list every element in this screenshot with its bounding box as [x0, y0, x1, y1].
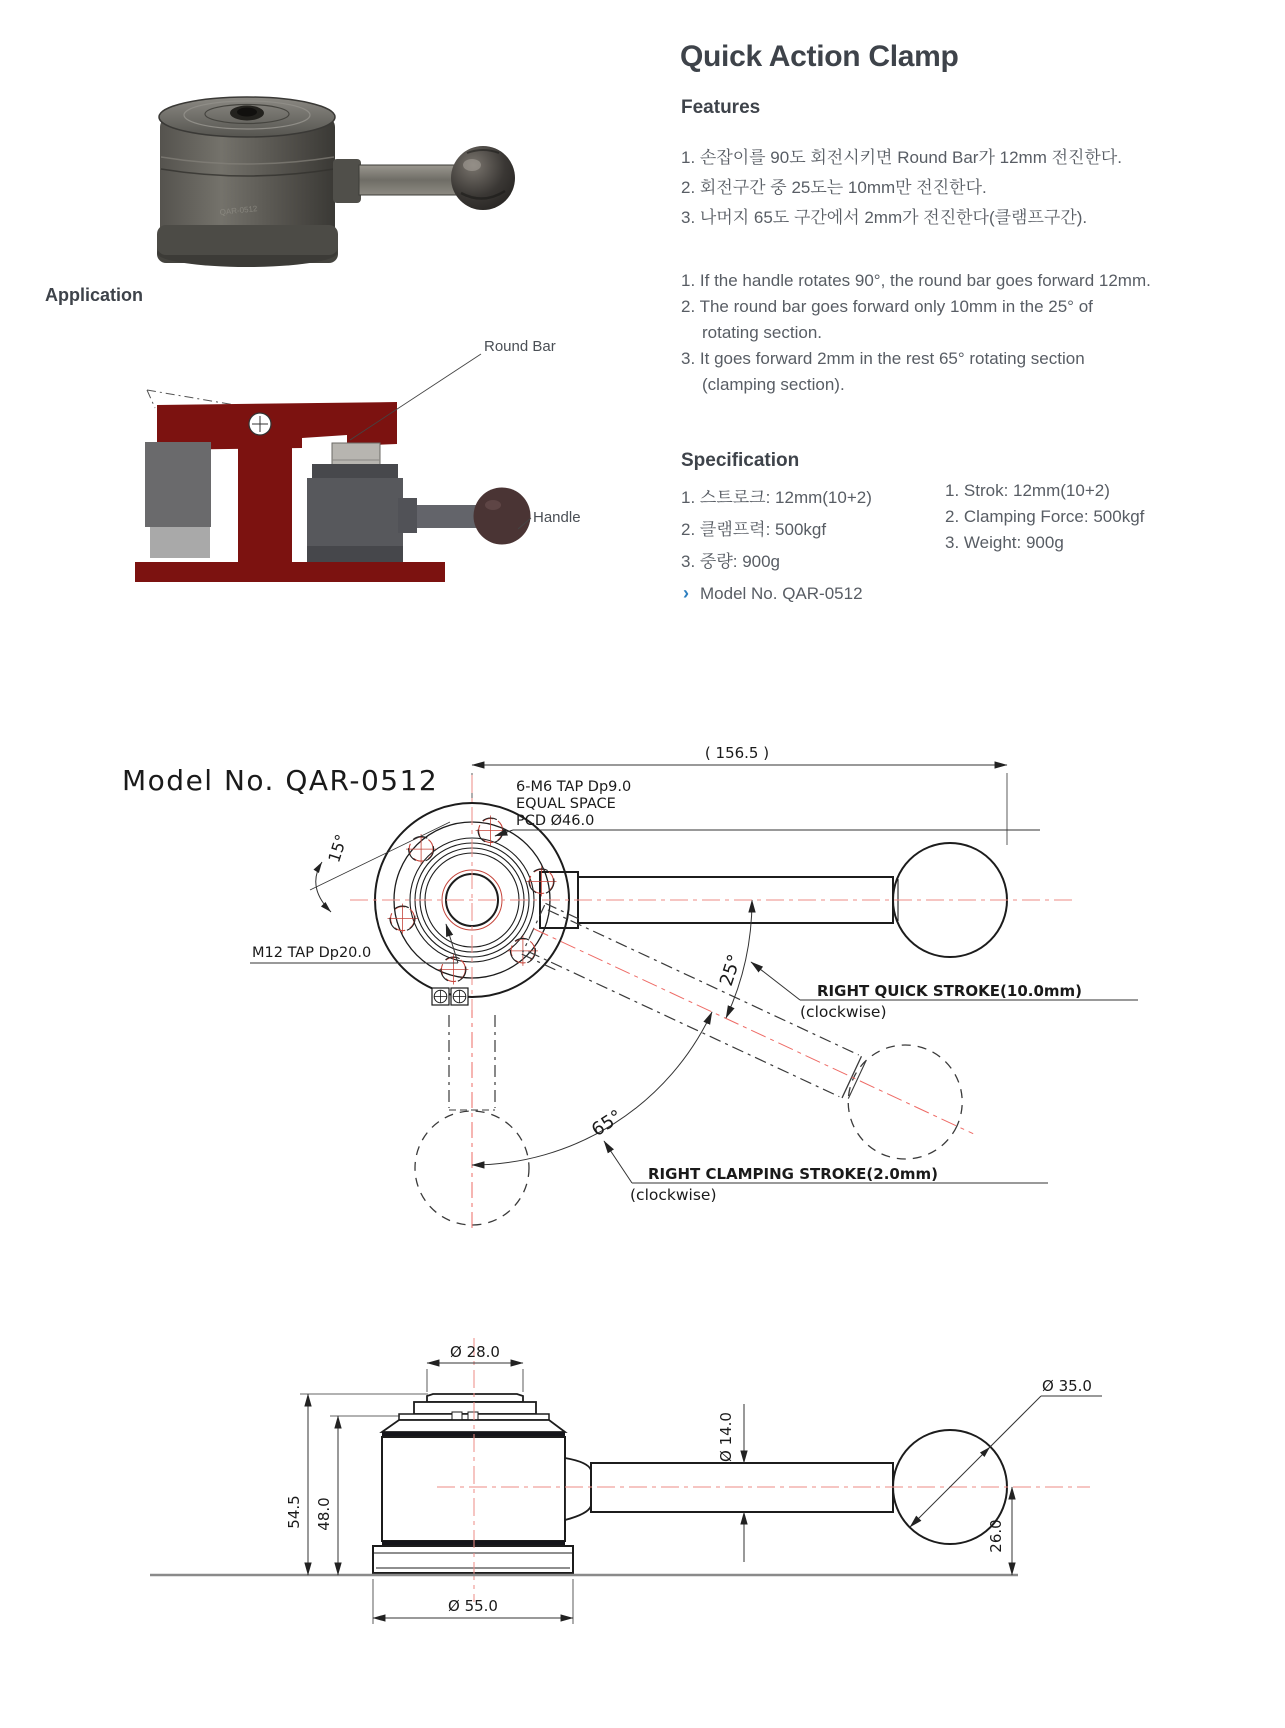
quick-stroke-dir-text: (clockwise): [800, 1003, 887, 1021]
spec-ko-item: 2. 클램프력: 500kgf: [681, 520, 827, 539]
phantom-handle-90deg: [415, 1002, 529, 1228]
feature-en-line: 1. If the handle rotates 90°, the round bar goes forward 12mm.: [681, 271, 1151, 290]
feature-en-line: (clamping section).: [702, 375, 845, 394]
features-list-korean: [681, 143, 1122, 233]
features-list-english: [681, 268, 1151, 398]
tap-note-line1: 6-M6 TAP Dp9.0: [516, 779, 632, 795]
clamp-stroke-text: RIGHT CLAMPING STROKE(2.0mm): [648, 1165, 938, 1183]
dim-top-dia-text: Ø 28.0: [450, 1343, 500, 1361]
spec-ko-item: 1. 스트로크: 12mm(10+2): [681, 488, 872, 507]
clamp-stroke-dir-text: (clockwise): [630, 1186, 717, 1204]
spec-list-korean: [681, 482, 872, 578]
set-screws: [432, 988, 468, 1005]
dim-top-diameter: [427, 1363, 523, 1392]
feature-en-line: 3. It goes forward 2mm in the rest 65° rotating section: [681, 349, 1085, 368]
dim-angle-65: [472, 1012, 712, 1165]
drawing-model-label: Model No. QAR-0512: [122, 764, 439, 797]
overall-dim-text: ( 156.5 ): [704, 744, 770, 762]
dim-center-h-text: 26.0: [987, 1519, 1005, 1553]
clamp-unit: [307, 443, 531, 562]
dim-total-h-text: 54.5: [285, 1495, 303, 1529]
specification-heading: Specification: [681, 450, 800, 471]
handle-label: Handle: [533, 509, 581, 526]
spec-ko-item: 3. 중량: 900g: [681, 552, 781, 571]
feature-ko-item: 1. 손잡이를 90도 회전시키면 Round Bar가 12mm 전진한다.: [681, 148, 1122, 167]
technical-drawing-top-view: [0, 650, 1285, 1230]
model-number-line: [683, 583, 863, 604]
lever-pivot-hole: [249, 413, 271, 435]
spec-en-item: 3. Weight: 900g: [945, 533, 1064, 552]
m12-note-text: M12 TAP Dp20.0: [252, 945, 372, 961]
application-heading: Application: [45, 285, 143, 305]
clamp-photo-handle: [333, 146, 515, 210]
handle-ball-photo: [451, 146, 515, 210]
tap-note-line3: PCD Ø46.0: [516, 813, 595, 829]
workpiece-pad: [150, 527, 210, 558]
technical-drawing-side-view: [0, 1230, 1285, 1728]
feature-ko-item: 2. 회전구간 중 25도는 10mm만 전진한다.: [681, 178, 987, 197]
note-m12-tap: [250, 924, 458, 963]
fixture-post: [238, 430, 292, 564]
spec-en-item: 2. Clamping Force: 500kgf: [945, 507, 1145, 526]
angle-65-text: 65°: [587, 1105, 627, 1141]
workpiece-block: [145, 442, 211, 527]
spec-en-item: 1. Strok: 12mm(10+2): [945, 481, 1110, 500]
angle-15-text: 15°: [324, 831, 352, 865]
dim-base-dia-text: Ø 55.0: [448, 1597, 498, 1615]
model-number: Model No. QAR-0512: [700, 584, 863, 603]
dim-ball-dia-text: Ø 35.0: [1042, 1377, 1092, 1395]
round-bar-label: Round Bar: [484, 338, 556, 355]
engraving-mark: QAR-0512: [219, 204, 258, 217]
dim-body-h-text: 48.0: [315, 1497, 333, 1531]
application-diagram: [125, 332, 595, 584]
tap-note-line2: EQUAL SPACE: [516, 796, 616, 812]
quick-stroke-text: RIGHT QUICK STROKE(10.0mm): [817, 982, 1083, 1000]
dim-bar-dia-text: Ø 14.0: [717, 1412, 735, 1462]
angle-25-text: 25°: [715, 951, 746, 989]
product-photo: [115, 65, 545, 280]
handle-ball: [474, 488, 531, 545]
note-6m6-tap: [495, 779, 1040, 836]
clamp-photo-body: [157, 97, 338, 267]
label-quick-stroke: [751, 962, 1138, 1021]
features-heading: Features: [681, 97, 761, 118]
feature-ko-item: 3. 나머지 65도 구간에서 2mm가 전진한다(클램프구간).: [681, 208, 1088, 227]
handle-hex: [398, 498, 417, 533]
spec-list-english: [945, 478, 1144, 556]
feature-en-line: rotating section.: [702, 323, 823, 342]
body-side-view: [373, 1394, 573, 1573]
chevron-icon: ›: [683, 583, 689, 603]
label-clamping-stroke: [604, 1141, 1048, 1204]
handle-bar: [417, 505, 477, 528]
feature-en-line: 2. The round bar goes forward only 10mm in the 25° of: [681, 297, 1093, 316]
page-title: Quick Action Clamp: [680, 40, 959, 73]
fixture-base: [135, 562, 445, 582]
